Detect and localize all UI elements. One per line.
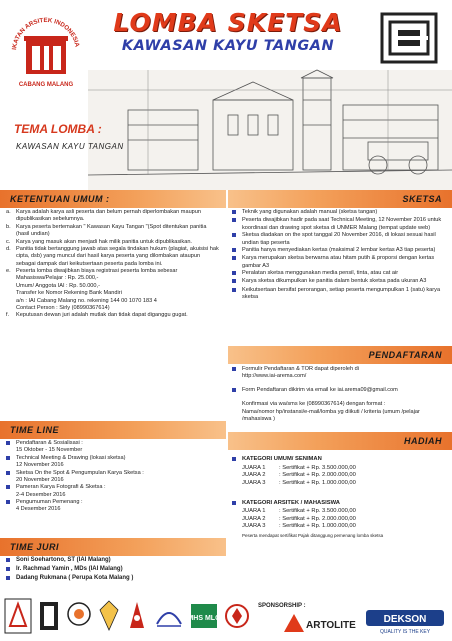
pendaftaran-item: Formulir Pendaftaran & TOR dapat diperoleh di http://www.iai-arema.com/	[232, 366, 448, 381]
juri-item: Soni Soehartono, ST (IAI Malang)	[6, 557, 220, 566]
tema-lomba-title: TEMA LOMBA :	[14, 122, 102, 136]
ketentuan-item: c. Karya yang masuk akan menjadi hak milik panitia untuk dipublikasikan.	[6, 238, 192, 245]
bullet-square-icon	[6, 441, 10, 445]
sketsa-item: Sketsa diadakan on the spot tanggal 20 November 2016, di lokasi sesuai hasil undian tiap peserta	[232, 232, 448, 247]
iai-logo-text-bottom: CABANG MALANG	[18, 82, 74, 88]
timeline-list	[6, 440, 220, 514]
bullet-square-icon	[6, 567, 10, 571]
ketentuan-item: b. Karya peserta bertemakan " Kawasan Kayu Tangan "(Spot ditentukan panitia (hasil undian)	[6, 223, 207, 238]
bullet-square-icon	[232, 233, 236, 237]
juri-item: Dadang Rukmana ( Perupa Kota Malang )	[6, 575, 220, 584]
iai-logo-text-top: IKATAN ARSITEK INDONESIA	[11, 16, 81, 51]
hadiah-header: HADIAH	[228, 432, 452, 450]
hadiah-note: Peserta mendapat sertifikat Pajak ditanggung pemenang lomba sketsa	[242, 533, 384, 539]
ketentuan-item: d. Panitia tidak bertanggung jawab atas segala tindakan hukum (plagiat, akuisisi hak cipta, dsb) yang muncul dari hasil karya peserta yang dilombakan ataupun sebagai dampak dari keikutsertaan peserta pada lomba ini.	[6, 245, 219, 267]
bullet-square-icon	[232, 288, 236, 292]
partner-logo	[66, 598, 92, 634]
pendaftaran-header: PENDAFTARAN	[228, 346, 452, 364]
kayu-tangan-sketch-illustration	[88, 70, 452, 190]
timeline-item: Pameran Karya Fotografi & Sketsa : 2-4 Desember 2016	[6, 484, 220, 499]
partner-logo	[38, 598, 60, 634]
partner-logos	[4, 598, 254, 638]
bullet-square-icon	[232, 279, 236, 283]
dekson-logo	[364, 608, 446, 636]
artolite-logo	[282, 612, 356, 634]
sketsa-item: Karya sketsa dikumpulkan ke panitia dalam bentuk sketsa pada ukuran A3	[232, 278, 448, 286]
partner-logo	[4, 598, 32, 634]
sponsorship-label: SPONSORSHIP :	[258, 603, 306, 609]
dekson-logo-text: DEKSON	[383, 614, 427, 625]
hadiah-category: KATEGORI ARSITEK / MAHASISWA	[232, 500, 448, 509]
iai-logo	[6, 6, 86, 94]
bullet-square-icon	[232, 367, 236, 371]
hadiah-row: JUARA 1 : Sertifikat + Rp. 3.500.000,00	[242, 464, 356, 471]
bullet-square-icon	[232, 501, 236, 505]
hadiah-row: JUARA 2 : Sertifikat + Rp. 2.000.000,00	[242, 472, 356, 479]
sketsa-item: Panitia hanya menyediakan kertas (maksimal 2 lembar kertas A3 tiap peserta)	[232, 247, 448, 255]
bullet-square-icon	[6, 456, 10, 460]
dekson-tagline: QUALITY IS THE KEY	[379, 629, 431, 635]
artolite-logo-text: ARTOLITE	[306, 620, 356, 631]
timeline-item: Pendaftaran & Sosialisasi : 15 Oktober - 15 November	[6, 440, 220, 455]
bullet-square-icon	[6, 471, 10, 475]
pendaftaran-item: Form Pendaftaran dikirim via email ke iai.arema09@gmail.com	[232, 387, 448, 395]
juri-list	[6, 557, 220, 584]
bullet-square-icon	[232, 210, 236, 214]
sketsa-list	[232, 209, 448, 302]
hadiah-row: JUARA 3 : Sertifikat + Rp. 1.000.000,00	[242, 523, 356, 530]
partner-logo	[224, 598, 250, 634]
bullet-square-icon	[6, 576, 10, 580]
bullet-square-icon	[6, 485, 10, 489]
sketsa-item: Peserta diwajibkan hadir pada saat Technical Meeting, 12 November 2016 untuk koordinasi dan drawing spot sketsa di UNMER Malang (tempat update web)	[232, 217, 448, 232]
timeline-item: Pengumuman Pemenang : 4 Desember 2016	[6, 499, 220, 514]
sketsa-header: SKETSA	[228, 190, 452, 208]
event-subtitle: KAWASAN KAYU TANGAN	[121, 38, 335, 54]
juri-header: TIME JURI	[0, 538, 226, 556]
pendaftaran-confirm: Konfirmasi via wa/sms ke (08990367614) dengan format : Nama/nomor hp/instansi/e-mail/lomba yg diikuti / kriteria (umum /pelajar /mahasiswa )	[242, 401, 420, 422]
sketsa-item: Teknik yang digunakan adalah manual (sketsa tangan)	[232, 209, 448, 217]
bullet-square-icon	[232, 457, 236, 461]
ketentuan-item: e. Peserta lomba diwajibkan biaya registrasi peserta lomba sebesar Mahasiswa/Pelajar : Rp. 25.000,- Umum/ Anggota IAI : Rp. 50.000,- Transfer ke Nomor Rekening Bank Mandiri a/n : IAI Cabang Malang no. rekening 144 00 1070 183 4 Contact Person : Sirly (08990367614)	[6, 268, 178, 311]
ketentuan-umum-list	[6, 209, 220, 320]
bullet-square-icon	[232, 256, 236, 260]
partner-logo	[154, 598, 184, 634]
ketentuan-item: a. Karya adalah karya asli peserta dan belum pernah diperlombakan maupun dipublikasikan sebelumnya.	[6, 209, 202, 223]
juri-item: Ir. Rachmad Yamin , MDs (IAI Malang)	[6, 566, 220, 575]
event-title: LOMBA SKETSA	[113, 8, 343, 37]
bullet-square-icon	[232, 218, 236, 222]
hadiah-category: KATEGORI UMUM/ SENIMAN	[232, 456, 448, 465]
hadiah-row: JUARA 2 : Sertifikat + Rp. 2.000.000,00	[242, 515, 356, 522]
timeline-item: Sketsa On the Spot & Pengumpulan Karya Sketsa : 20 November 2016	[6, 470, 220, 485]
sketsa-item: Keikutsertaan bersifat perorangan, setiap peserta mengumpulkan 1 (satu) karya sketsa	[232, 287, 448, 302]
hadiah-list	[232, 456, 448, 539]
ketentuan-umum-header: KETENTUAN UMUM :	[0, 190, 226, 208]
sketsa-item: Peralatan sketsa menggunakan media pensil, tinta, atau cat air	[232, 270, 448, 278]
ketentuan-item: f. Keputusan dewan juri adalah mutlak dan tidak dapat diganggu gugat.	[6, 312, 188, 319]
timeline-header: TIME LINE	[0, 421, 226, 439]
hadiah-row: JUARA 3 : Sertifikat + Rp. 1.000.000,00	[242, 479, 356, 486]
mhs-mlg-logo-text: MHS MLG	[187, 615, 221, 622]
bullet-square-icon	[232, 271, 236, 275]
bullet-square-icon	[6, 558, 10, 562]
mhs-mlg-logo	[187, 598, 221, 634]
hadiah-row: JUARA 1 : Sertifikat + Rp. 3.500.000,00	[242, 508, 356, 515]
sketsa-item: Karya merupakan sketsa berwarna atau hitam putih & proporsi dengan kertas gambar A3	[232, 255, 448, 270]
tema-lomba-value: KAWASAN KAYU TANGAN	[16, 142, 124, 151]
partner-logo	[98, 598, 120, 634]
pendaftaran-list	[232, 366, 448, 423]
bullet-square-icon	[6, 500, 10, 504]
timeline-item: Technical Meeting & Drawing (lokasi sketsa) 12 November 2016	[6, 455, 220, 470]
bullet-square-icon	[232, 388, 236, 392]
bullet-square-icon	[232, 248, 236, 252]
partner-logo	[126, 598, 148, 634]
